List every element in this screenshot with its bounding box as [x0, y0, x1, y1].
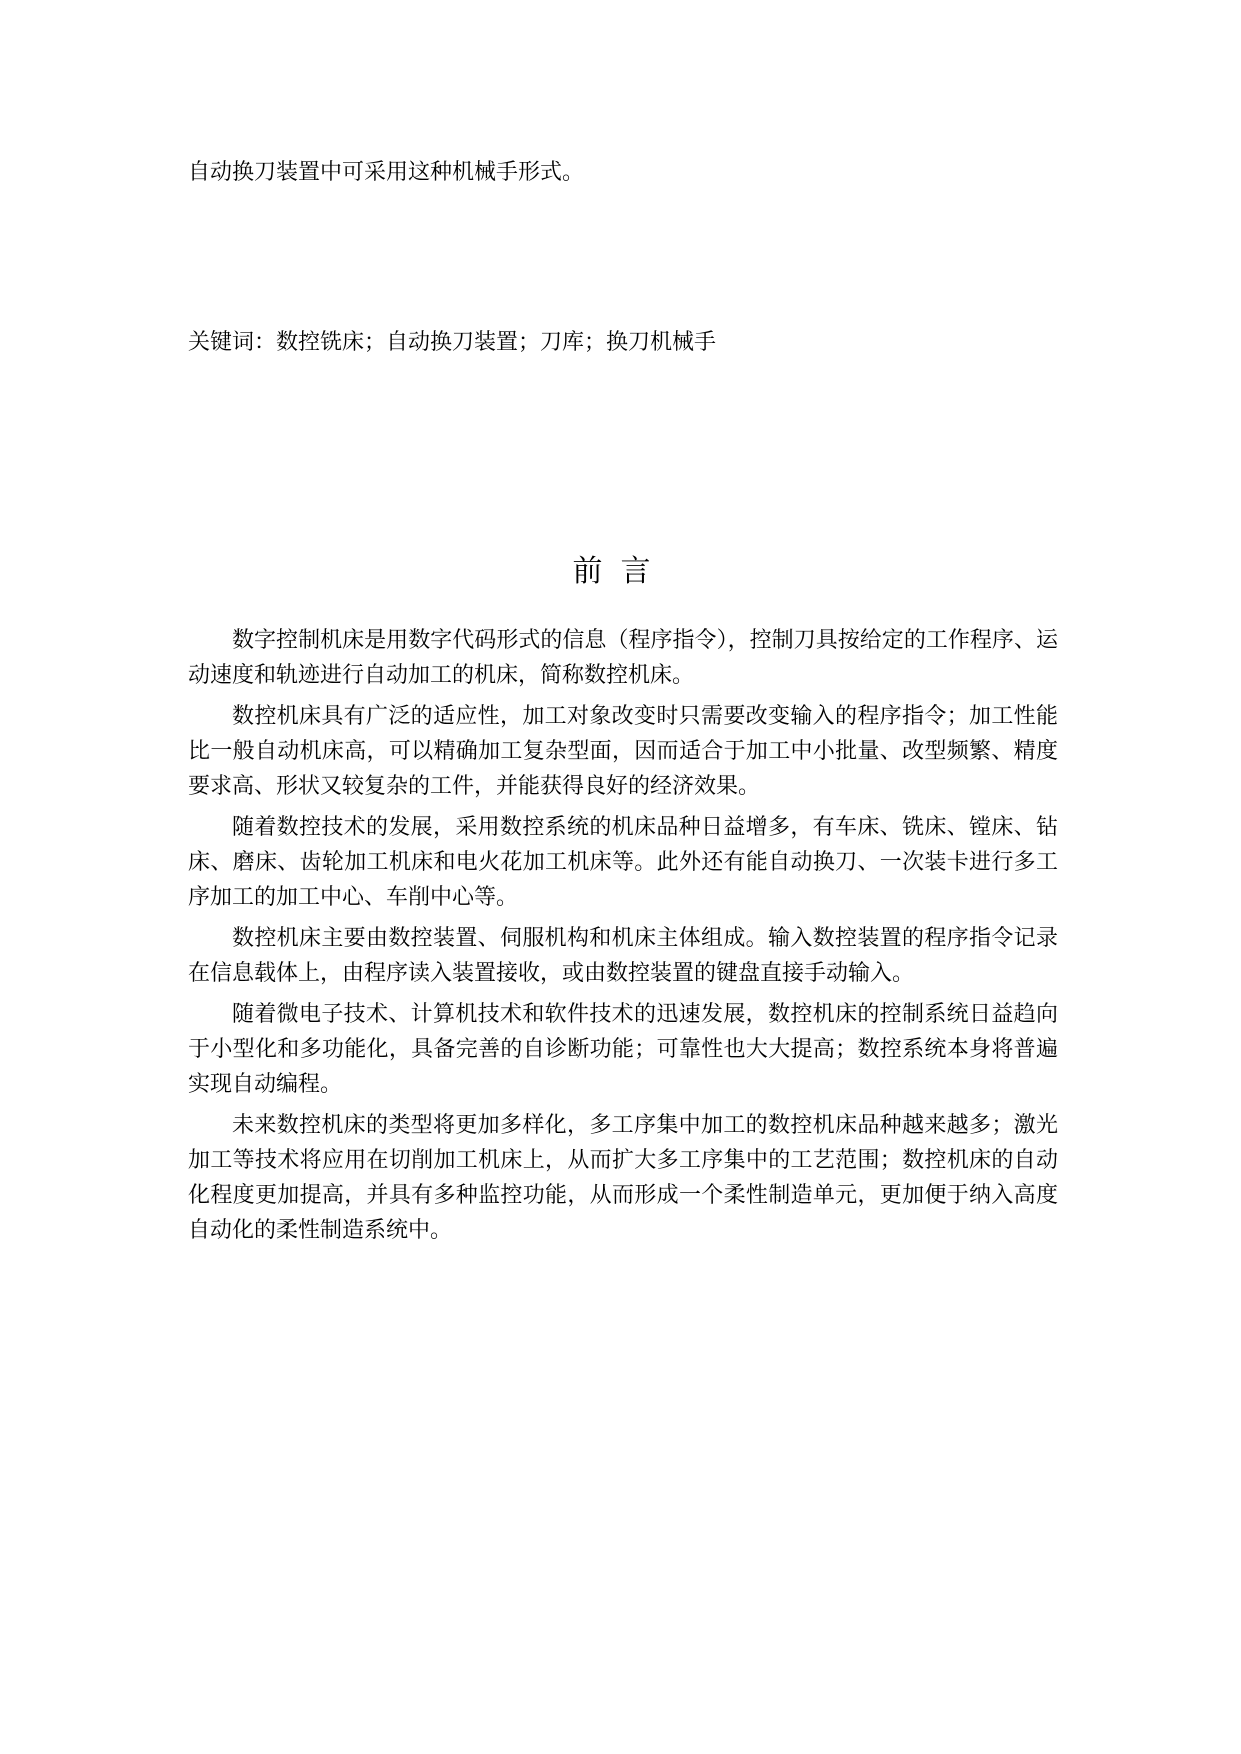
continuation-text: 自动换刀装置中可采用这种机械手形式。 — [188, 160, 585, 185]
keywords-line: 关键词：数控铣床；自动换刀装置；刀库；换刀机械手 — [188, 330, 717, 355]
paragraph: 数控机床主要由数控装置、伺服机构和机床主体组成。输入数控装置的程序指令记录在信息载体上，由程序读入装置接收，或由数控装置的键盘直接手动输入。 — [188, 926, 1058, 986]
paragraph: 未来数控机床的类型将更加多样化，多工序集中加工的数控机床品种越来越多；激光加工等技术将应用在切削加工机床上，从而扩大多工序集中的工艺范围；数控机床的自动化程度更加提高，并具有多种监控功能，从而形成一个柔性制造单元，更加便于纳入高度自动化的柔性制造系统中。 — [188, 1113, 1058, 1243]
section-heading: 前言 — [572, 554, 669, 589]
paragraph: 数字控制机床是用数字代码形式的信息（程序指令），控制刀具按给定的工作程序、运动速度和轨迹进行自动加工的机床，简称数控机床。 — [188, 628, 1058, 688]
paragraph: 数控机床具有广泛的适应性，加工对象改变时只需要改变输入的程序指令；加工性能比一般自动机床高，可以精确加工复杂型面，因而适合于加工中小批量、改型频繁、精度要求高、形状又较复杂的工件，并能获得良好的经济效果。 — [188, 704, 1058, 799]
paragraph: 随着数控技术的发展，采用数控系统的机床品种日益增多，有车床、铣床、镗床、钻床、磨床、齿轮加工机床和电火花加工机床等。此外还有能自动换刀、一次装卡进行多工序加工的加工中心、车削中心等。 — [188, 815, 1058, 910]
paragraph: 随着微电子技术、计算机技术和软件技术的迅速发展，数控机床的控制系统日益趋向于小型化和多功能化，具备完善的自诊断功能；可靠性也大大提高；数控系统本身将普遍实现自动编程。 — [188, 1002, 1058, 1097]
preface-body — [188, 623, 1058, 1254]
